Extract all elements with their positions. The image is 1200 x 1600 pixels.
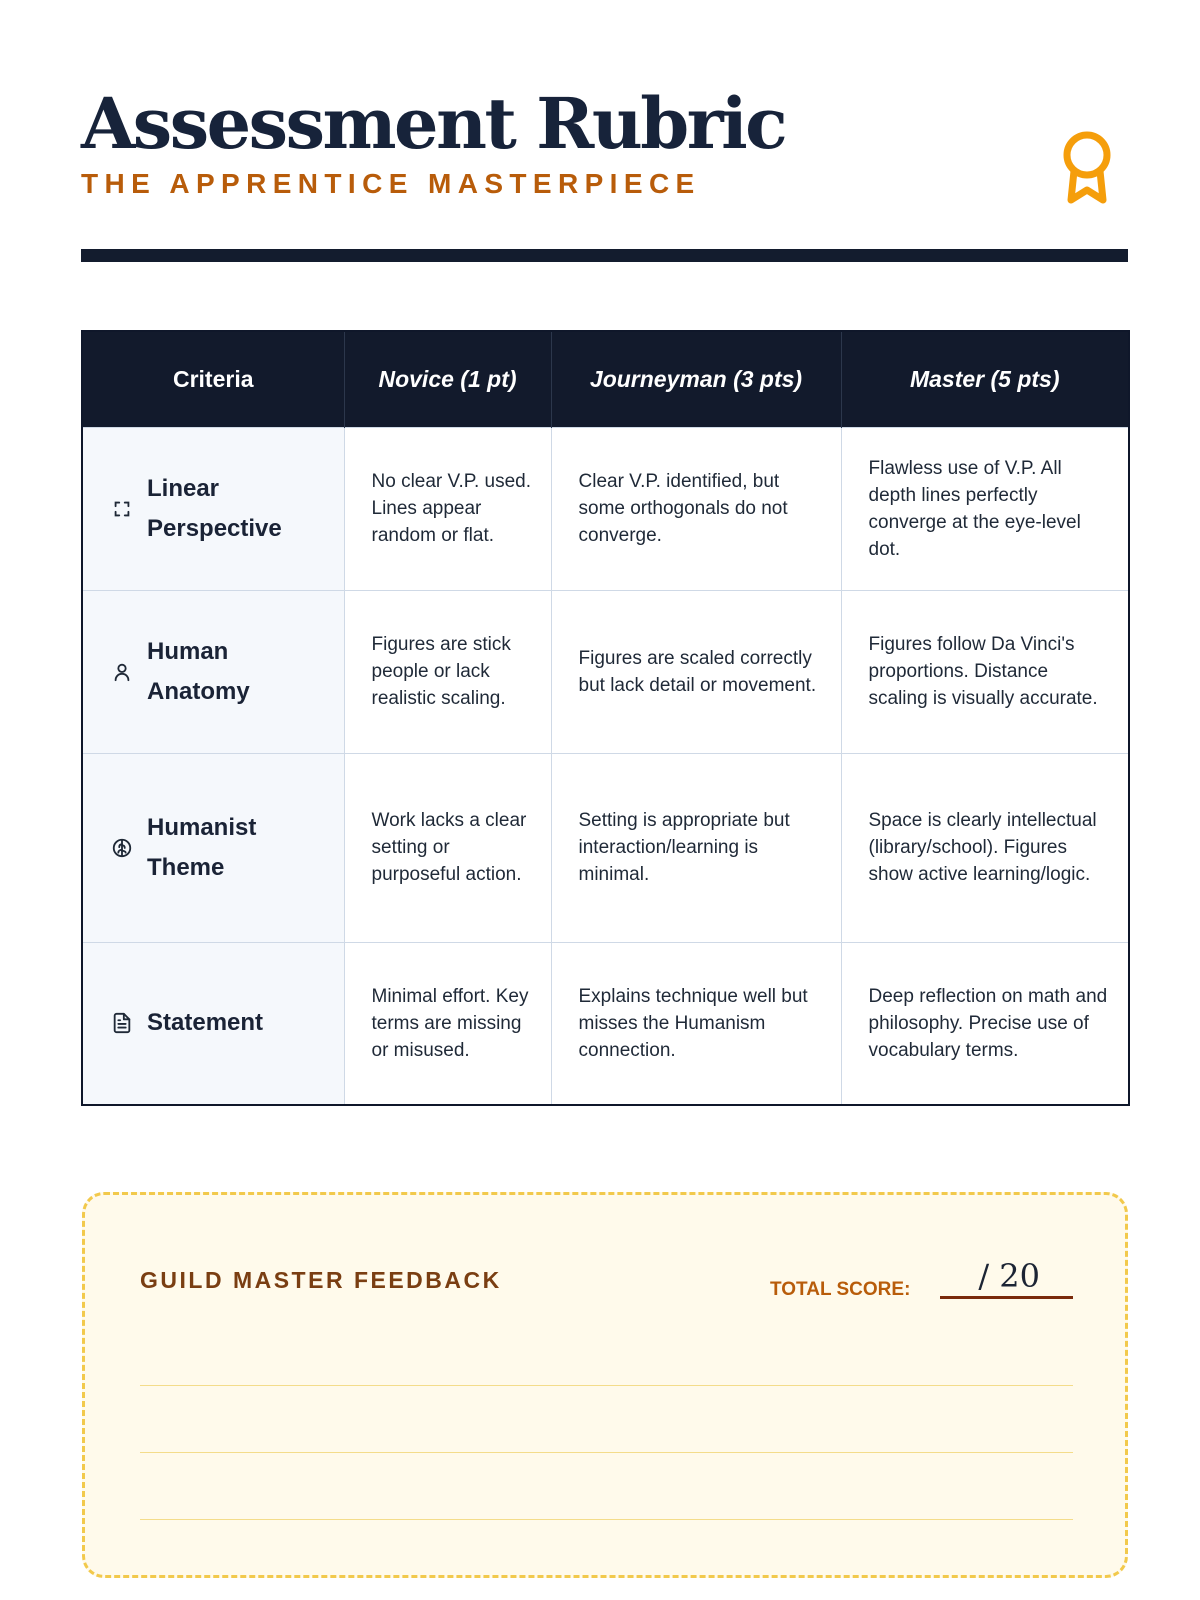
total-score-value: / 20	[978, 1257, 1040, 1295]
rubric-header-row	[82, 331, 1129, 427]
header-divider	[81, 249, 1128, 262]
award-icon	[1060, 128, 1114, 206]
feedback-writing-line[interactable]	[140, 1385, 1073, 1386]
column-header-master: Master (5 pts)	[841, 331, 1129, 427]
criteria-label: Linear Perspective	[147, 474, 282, 542]
column-header-novice: Novice (1 pt)	[344, 331, 551, 427]
feedback-box	[82, 1192, 1128, 1578]
journeyman-cell: Figures are scaled correctly but lack detail or movement.	[551, 590, 841, 753]
table-row	[82, 590, 1129, 753]
feedback-writing-line[interactable]	[140, 1519, 1073, 1520]
novice-cell: Figures are stick people or lack realistic scaling.	[344, 590, 551, 753]
table-row	[82, 753, 1129, 942]
criteria-label: Humanist Theme	[147, 813, 257, 881]
journeyman-cell: Explains technique well but misses the Humanism connection.	[551, 942, 841, 1105]
criteria-cell	[82, 590, 344, 753]
criteria-cell	[82, 427, 344, 590]
total-score-label: TOTAL SCORE:	[770, 1279, 911, 1300]
criteria-label: Human Anatomy	[147, 637, 250, 705]
master-cell: Deep reflection on math and philosophy. Precise use of vocabulary terms.	[841, 942, 1129, 1105]
table-row	[82, 427, 1129, 590]
document-icon	[111, 1012, 133, 1034]
criteria-label: Statement	[147, 1009, 264, 1037]
rubric-table	[81, 330, 1130, 1106]
master-cell: Space is clearly intellectual (library/school). Figures show active learning/logic.	[841, 753, 1129, 942]
focus-frame-icon	[111, 498, 133, 520]
master-cell: Flawless use of V.P. All depth lines perfectly converge at the eye-level dot.	[841, 427, 1129, 590]
novice-cell: Work lacks a clear setting or purposeful action.	[344, 753, 551, 942]
page-subtitle: THE APPRENTICE MASTERPIECE	[81, 168, 701, 199]
user-icon	[111, 661, 133, 683]
table-row	[82, 942, 1129, 1105]
column-header-journeyman: Journeyman (3 pts)	[551, 331, 841, 427]
brain-icon	[111, 837, 133, 859]
journeyman-cell: Setting is appropriate but interaction/learning is minimal.	[551, 753, 841, 942]
novice-cell: No clear V.P. used. Lines appear random or flat.	[344, 427, 551, 590]
novice-cell: Minimal effort. Key terms are missing or misused.	[344, 942, 551, 1105]
total-score-field[interactable]	[940, 1259, 1073, 1299]
criteria-cell	[82, 753, 344, 942]
feedback-writing-line[interactable]	[140, 1452, 1073, 1453]
feedback-title: GUILD MASTER FEEDBACK	[140, 1267, 502, 1293]
journeyman-cell: Clear V.P. identified, but some orthogonals do not converge.	[551, 427, 841, 590]
page-title: Assessment Rubric	[81, 82, 786, 165]
column-header-criteria: Criteria	[172, 365, 254, 392]
criteria-cell	[82, 942, 344, 1105]
master-cell: Figures follow Da Vinci's proportions. Distance scaling is visually accurate.	[841, 590, 1129, 753]
